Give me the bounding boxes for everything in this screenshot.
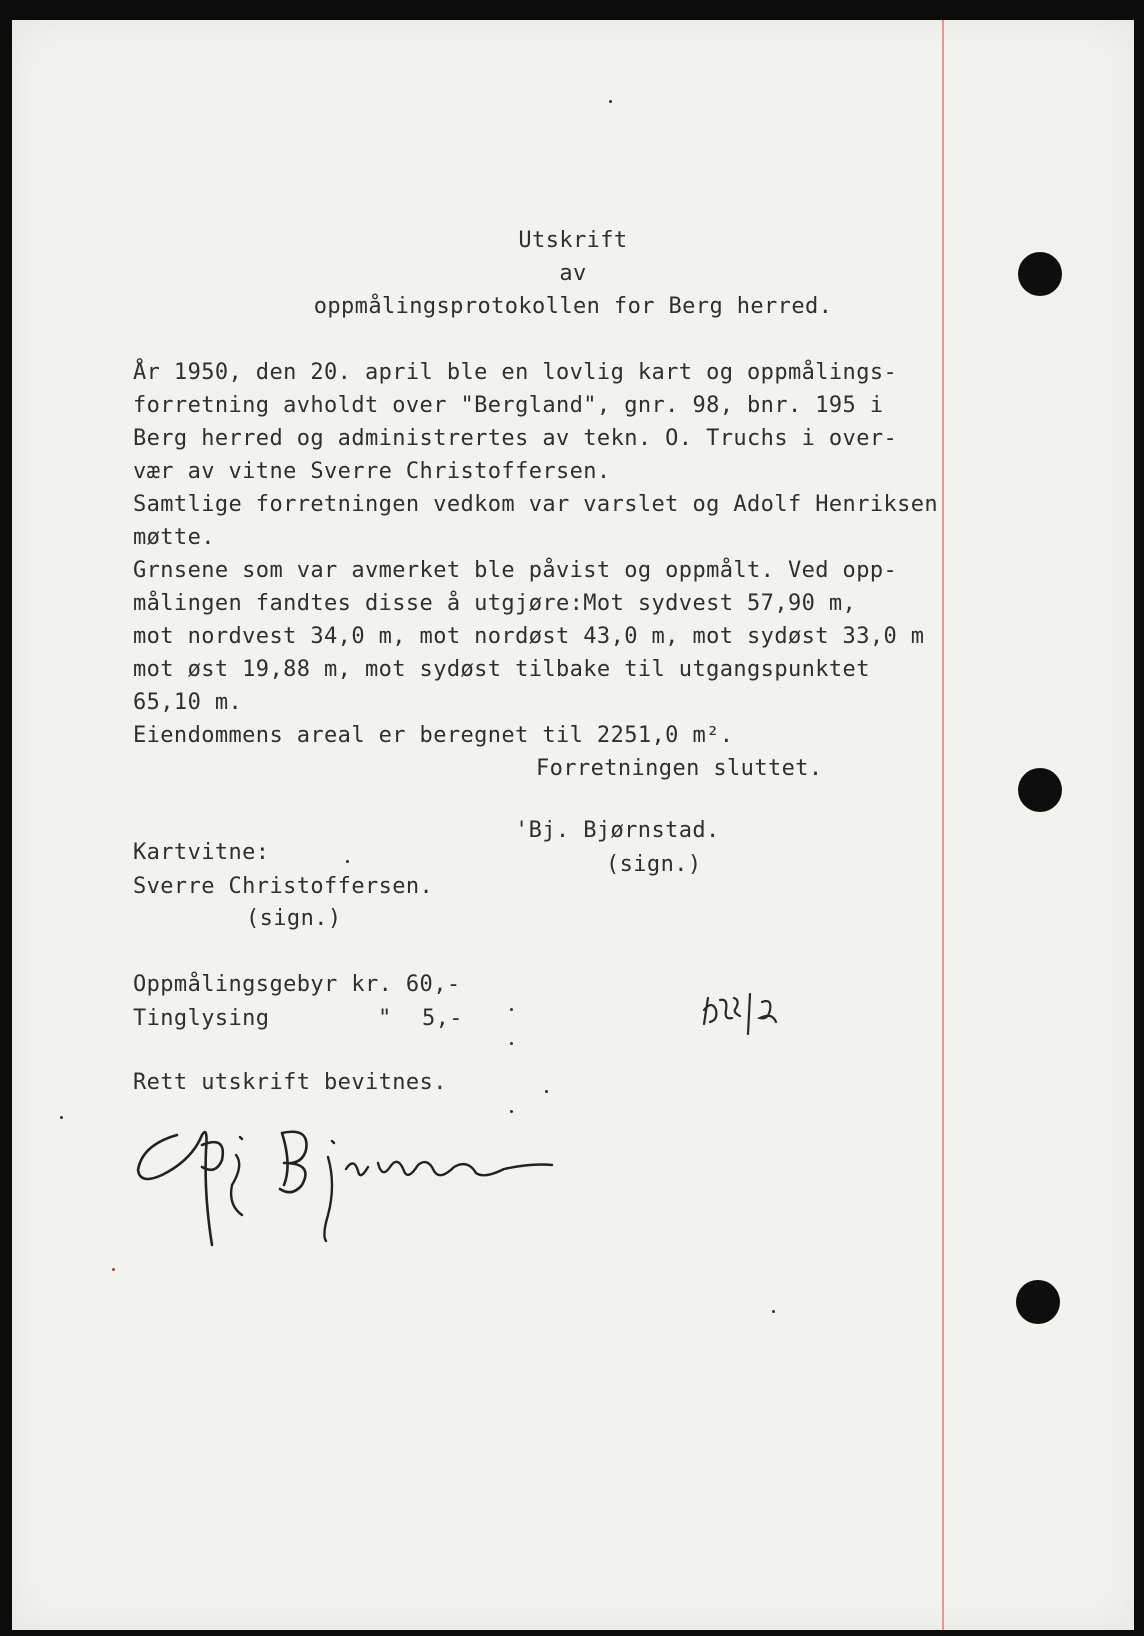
witness-name: Sverre Christoffersen. <box>133 874 434 899</box>
paper-speck <box>510 1110 513 1113</box>
body-line: Berg herred og administrertes av tekn. O. Truchs i over- <box>133 426 898 451</box>
witness-label: Kartvitne: <box>133 840 270 865</box>
handwritten-signature <box>132 1105 572 1255</box>
paper-speck <box>346 860 349 863</box>
fee-registration-ditto: " <box>378 1006 392 1031</box>
body-line: Grnsene som var avmerket ble påvist og oppmålt. Ved opp- <box>133 558 898 583</box>
red-margin-line <box>942 20 944 1630</box>
body-line: mot nordvest 34,0 m, mot nordøst 43,0 m, mot sydøst 33,0 m <box>133 624 925 649</box>
body-line: møtte. <box>133 525 215 550</box>
doc-title-connector: av <box>559 261 587 286</box>
document-page <box>12 20 1134 1630</box>
punch-hole <box>1018 768 1062 812</box>
attestation-text: Rett utskrift bevitnes. <box>133 1070 447 1095</box>
body-line: mot øst 19,88 m, mot sydøst tilbake til utgangspunktet <box>133 657 870 682</box>
witness-sign-note: (sign.) <box>246 906 342 931</box>
body-line: 65,10 m. <box>133 690 243 715</box>
doc-subtitle: oppmålingsprotokollen for Berg herred. <box>313 294 833 319</box>
punch-hole <box>1016 1280 1060 1324</box>
paper-speck-red <box>112 1268 115 1271</box>
paper-speck <box>772 1310 775 1313</box>
body-line: Samtlige forretningen vedkom var varslet og Adolf Henriksen <box>133 492 939 517</box>
paper-speck <box>510 1008 513 1011</box>
paper-speck <box>609 100 612 103</box>
fee-registration-amount: 5,- <box>422 1006 463 1031</box>
fee-registration-label: Tinglysing <box>133 1006 270 1031</box>
surveyor-name: 'Bj. Bjørnstad. <box>515 818 720 843</box>
paper-speck <box>545 1090 548 1093</box>
fee-survey: Oppmålingsgebyr kr. 60,- <box>133 972 461 997</box>
body-line: Eiendommens areal er beregnet til 2251,0 m². <box>133 723 734 748</box>
surveyor-sign-note: (sign.) <box>606 852 702 877</box>
paper-speck <box>60 1116 63 1119</box>
body-line: forretning avholdt over "Bergland", gnr. 98, bnr. 195 i <box>133 393 884 418</box>
handwritten-note-mark <box>702 990 812 1040</box>
paper-speck <box>510 1042 513 1045</box>
body-line: År 1950, den 20. april ble en lovlig kart og oppmålings- <box>133 360 898 385</box>
body-line: vær av vitne Sverre Christoffersen. <box>133 459 611 484</box>
closing-line: Forretningen sluttet. <box>536 756 823 781</box>
body-line: målingen fandtes disse å utgjøre:Mot sydvest 57,90 m, <box>133 591 857 616</box>
doc-title: Utskrift <box>518 228 628 253</box>
